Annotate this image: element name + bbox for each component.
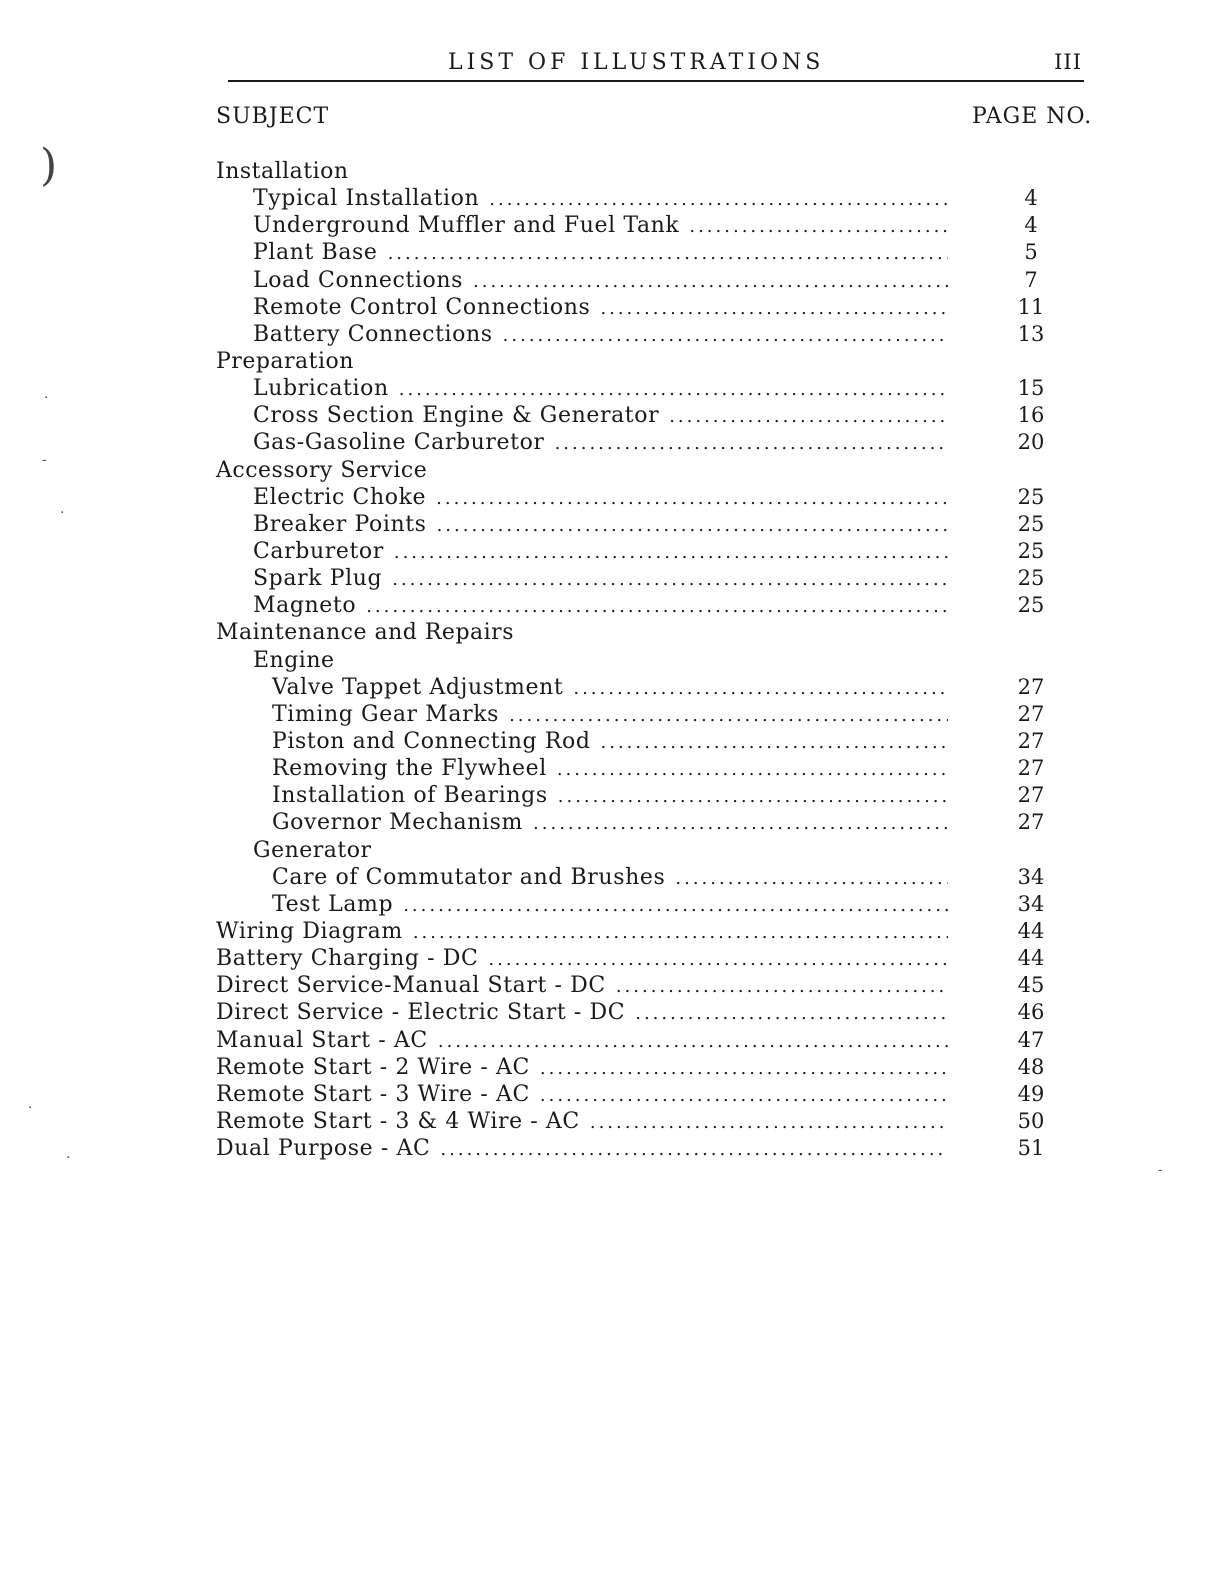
entry-page-number: 45 — [1017, 973, 1045, 998]
dot-leader — [488, 946, 948, 973]
entry-line — [253, 511, 956, 539]
entry-label: Remote Start - 3 Wire - AC — [216, 1081, 530, 1107]
entry-label: Governor Mechanism — [272, 810, 524, 836]
page-column-heading: PAGE NO. — [972, 104, 1093, 129]
entry-page-number: 25 — [1017, 511, 1045, 536]
entry-label: Valve Tappet Adjustment — [272, 674, 564, 700]
entry-line — [253, 239, 956, 267]
scan-artifact: · — [60, 505, 65, 521]
entry-line — [216, 972, 956, 1000]
list-item — [216, 212, 1056, 239]
entry-line — [216, 945, 956, 973]
entry-line — [253, 538, 956, 566]
entry-page-number: 13 — [1017, 321, 1045, 346]
entry-line — [272, 864, 956, 892]
dot-leader — [540, 1082, 948, 1109]
entry-label: Dual Purpose - AC — [216, 1136, 431, 1162]
entry-page-number: 44 — [1017, 946, 1045, 971]
entry-label: Direct Service-Manual Start - DC — [216, 973, 606, 999]
list-item — [216, 1135, 1056, 1162]
entry-label: Battery Connections — [253, 321, 493, 347]
entry-label: Typical Installation — [253, 186, 480, 212]
list-item — [216, 674, 1056, 701]
section-heading: Installation — [216, 159, 349, 184]
dot-leader — [590, 1109, 948, 1136]
entry-line — [272, 891, 956, 919]
section-heading: Preparation — [216, 348, 354, 374]
list-item — [216, 755, 1056, 782]
entry-page-number: 25 — [1017, 593, 1045, 618]
list-item — [216, 457, 1056, 484]
entry-label: Battery Charging - DC — [216, 946, 479, 972]
entry-label: Wiring Diagram — [216, 918, 403, 944]
dot-leader — [675, 865, 948, 892]
entry-line — [253, 592, 956, 620]
dot-leader — [399, 376, 948, 403]
entry-label: Plant Base — [253, 240, 378, 266]
entry-page-number: 27 — [1017, 701, 1045, 726]
entry-label: Remote Control Connections — [253, 294, 591, 320]
subject-column-heading: SUBJECT — [216, 104, 330, 129]
entry-page-number: 27 — [1017, 783, 1045, 808]
dot-leader — [669, 403, 948, 430]
entry-line — [253, 375, 956, 403]
dot-leader — [437, 512, 948, 539]
list-item — [216, 484, 1056, 511]
list-item — [216, 1054, 1056, 1081]
entry-label: Gas-Gasoline Carburetor — [253, 430, 545, 456]
list-item — [216, 565, 1056, 592]
list-item — [216, 918, 1056, 945]
entry-line — [253, 402, 956, 430]
entry-line — [216, 1081, 956, 1109]
list-item — [216, 619, 1056, 646]
page-header — [228, 48, 1084, 82]
list-item — [216, 402, 1056, 429]
entry-label: Spark Plug — [253, 566, 383, 592]
entry-page-number: 4 — [1024, 213, 1038, 238]
list-item — [216, 972, 1056, 999]
entry-label: Underground Muffler and Fuel Tank — [253, 213, 680, 239]
dot-leader — [403, 892, 948, 919]
dot-leader — [573, 675, 948, 702]
entry-page-number: 7 — [1024, 267, 1038, 292]
entry-line — [216, 1135, 956, 1163]
dot-leader — [394, 539, 948, 566]
list-item — [216, 1081, 1056, 1108]
entry-page-number: 20 — [1017, 430, 1045, 455]
scan-artifact: · — [66, 1150, 71, 1166]
section-heading: Engine — [253, 647, 335, 673]
entry-label: Care of Commutator and Brushes — [272, 864, 666, 890]
entry-line — [253, 185, 956, 213]
entry-line — [216, 1027, 956, 1055]
list-item — [216, 348, 1056, 375]
entry-line — [253, 294, 956, 322]
entry-line — [272, 809, 956, 837]
entry-label: Load Connections — [253, 267, 463, 293]
list-item — [216, 891, 1056, 918]
entry-label: Lubrication — [253, 376, 389, 402]
list-item — [216, 239, 1056, 266]
entry-page-number: 51 — [1017, 1136, 1045, 1161]
list-item — [216, 538, 1056, 565]
entry-page-number: 47 — [1017, 1027, 1045, 1052]
entry-line — [272, 755, 956, 783]
list-item — [216, 945, 1056, 972]
entry-page-number: 25 — [1017, 538, 1045, 563]
scan-artifact: ) — [40, 140, 58, 191]
entry-page-number: 50 — [1017, 1108, 1045, 1133]
list-item — [216, 809, 1056, 836]
dot-leader — [438, 1028, 948, 1055]
entry-line — [253, 429, 956, 457]
entry-label: Cross Section Engine & Generator — [253, 403, 660, 429]
list-item — [216, 728, 1056, 755]
entry-page-number: 48 — [1017, 1054, 1045, 1079]
entry-line — [253, 267, 956, 295]
list-item — [216, 782, 1056, 809]
entry-label: Manual Start - AC — [216, 1027, 428, 1053]
entry-label: Remote Start - 2 Wire - AC — [216, 1054, 530, 1080]
dot-leader — [635, 1000, 948, 1027]
dot-leader — [557, 756, 948, 783]
list-item — [216, 185, 1056, 212]
dot-leader — [558, 783, 948, 810]
dot-leader — [689, 213, 948, 240]
dot-leader — [503, 322, 948, 349]
scan-artifact: · — [44, 390, 49, 406]
entry-page-number: 25 — [1017, 566, 1045, 591]
list-item — [216, 321, 1056, 348]
entry-label: Removing the Flywheel — [272, 756, 547, 782]
dot-leader — [555, 430, 948, 457]
scan-artifact: - — [1158, 1162, 1163, 1178]
entry-label: Timing Gear Marks — [272, 701, 500, 727]
dot-leader — [392, 566, 948, 593]
entry-label: Electric Choke — [253, 484, 427, 510]
list-item — [216, 294, 1056, 321]
dot-leader — [388, 240, 948, 267]
entry-page-number: 16 — [1017, 403, 1045, 428]
dot-leader — [600, 295, 948, 322]
entry-line — [216, 1108, 956, 1136]
entry-page-number: 34 — [1017, 891, 1045, 916]
entry-page-number: 44 — [1017, 918, 1045, 943]
list-item — [216, 267, 1056, 294]
dot-leader — [616, 973, 948, 1000]
list-item — [216, 647, 1056, 674]
entry-label: Breaker Points — [253, 511, 427, 537]
entry-label: Magneto — [253, 593, 357, 619]
dot-leader — [436, 485, 948, 512]
dot-leader — [440, 1136, 948, 1163]
dot-leader — [489, 186, 948, 213]
list-item — [216, 1027, 1056, 1054]
entry-line — [253, 212, 956, 240]
entry-line — [253, 484, 956, 512]
section-heading: Accessory Service — [216, 457, 428, 483]
entry-label: Carburetor — [253, 538, 384, 564]
page-title: LIST OF ILLUSTRATIONS — [448, 50, 825, 75]
entry-label: Piston and Connecting Rod — [272, 728, 591, 754]
entry-page-number: 4 — [1024, 186, 1038, 211]
entry-page-number: 11 — [1017, 294, 1045, 319]
entry-line — [216, 918, 956, 946]
illustration-list — [216, 158, 1056, 1162]
entry-line — [216, 999, 956, 1027]
dot-leader — [413, 919, 948, 946]
dot-leader — [601, 729, 948, 756]
entry-page-number: 25 — [1017, 484, 1045, 509]
list-item — [216, 429, 1056, 456]
entry-page-number: 27 — [1017, 728, 1045, 753]
entry-page-number: 15 — [1017, 376, 1045, 401]
dot-leader — [473, 268, 948, 295]
entry-page-number: 5 — [1024, 240, 1038, 265]
list-item — [216, 864, 1056, 891]
dot-leader — [533, 810, 948, 837]
section-heading: Generator — [253, 837, 372, 863]
entry-line — [216, 1054, 956, 1082]
entry-line — [253, 565, 956, 593]
entry-label: Test Lamp — [272, 891, 394, 917]
entry-label: Installation of Bearings — [272, 783, 548, 809]
list-item — [216, 701, 1056, 728]
entry-line — [253, 321, 956, 349]
entry-page-number: 49 — [1017, 1081, 1045, 1106]
dot-leader — [366, 593, 948, 620]
dot-leader — [509, 702, 948, 729]
dot-leader — [540, 1055, 948, 1082]
entry-line — [272, 782, 956, 810]
entry-label: Direct Service - Electric Start - DC — [216, 1000, 626, 1026]
entry-line — [272, 674, 956, 702]
list-item — [216, 592, 1056, 619]
scan-artifact: · — [28, 1100, 33, 1116]
entry-page-number: 27 — [1017, 674, 1045, 699]
list-item — [216, 375, 1056, 402]
entry-page-number: 46 — [1017, 1000, 1045, 1025]
scan-artifact: - — [42, 452, 47, 468]
entry-page-number: 27 — [1017, 810, 1045, 835]
entry-label: Remote Start - 3 & 4 Wire - AC — [216, 1108, 580, 1134]
list-item — [216, 511, 1056, 538]
list-item — [216, 1108, 1056, 1135]
entry-page-number: 34 — [1017, 864, 1045, 889]
section-heading: Maintenance and Repairs — [216, 620, 514, 646]
list-item — [216, 999, 1056, 1026]
list-item — [216, 837, 1056, 864]
entry-line — [272, 701, 956, 729]
list-item — [216, 158, 1056, 185]
page-number: III — [1054, 50, 1082, 74]
entry-page-number: 27 — [1017, 756, 1045, 781]
entry-line — [272, 728, 956, 756]
